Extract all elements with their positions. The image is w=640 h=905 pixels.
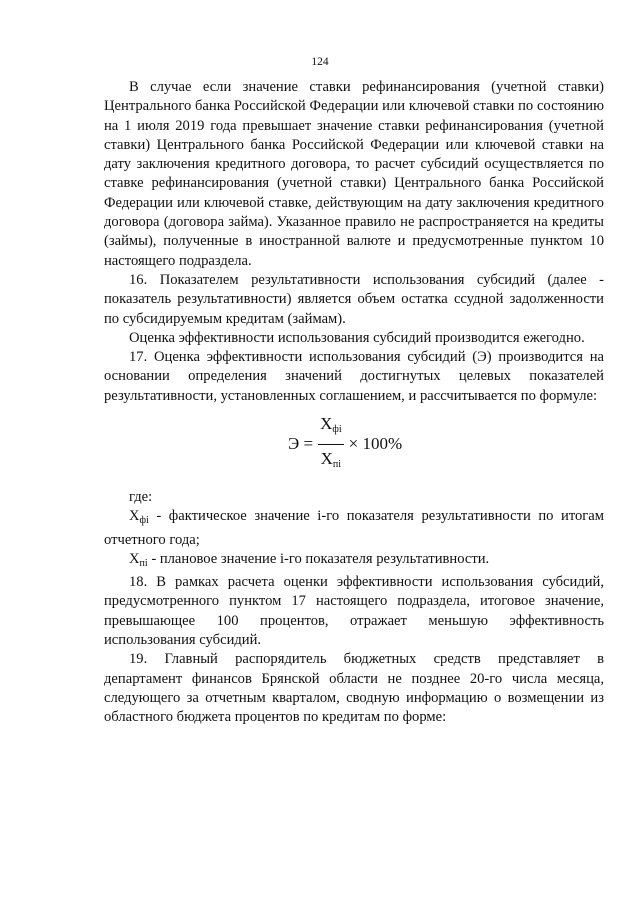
page-number: 124 [311, 56, 329, 68]
text-line: формуле: [539, 387, 598, 404]
text-line: 18. В рамках расчета оценки эффективности использования субсидий, [129, 574, 604, 591]
text-line: действующим на дату заключения кредитного договора (договора займа). [104, 194, 604, 231]
denominator-symbol: X [320, 448, 333, 468]
fact-text-cont: отчетного года; [104, 531, 200, 548]
item-16-paragraph [104, 271, 604, 329]
text-line: иностранной валюте и предусмотренные пунктом 10 настоящего подраздела. [104, 233, 604, 269]
text-line: превышающее 100 процентов, отражает меньшую эффективность [104, 612, 604, 629]
fraction-bar [318, 444, 344, 445]
denominator-subscript: пi [332, 458, 342, 470]
plan-subscript: пi [139, 557, 148, 569]
fact-subscript: фi [139, 515, 149, 527]
definition-plan [104, 550, 604, 573]
definition-fact [104, 507, 604, 550]
refinancing-rate-paragraph [104, 78, 604, 271]
text-line: показатель результативности) является объем остатка ссудной [104, 291, 504, 308]
text-line: основании определения значений достигнутых целевых показателей [104, 368, 604, 385]
where-label: где: [129, 489, 153, 505]
efficiency-formula [288, 412, 402, 476]
text-line: рефинансирования (учетной ставки) Центрального банка Российской [104, 117, 604, 153]
text-line: В случае если значение ставки рефинансирования (учетной ставки) [129, 79, 604, 95]
text-line: 16. Показателем результативности использования субсидий (далее - [129, 271, 604, 288]
formula-fraction [318, 413, 344, 476]
text-line: ставки) Центрального банка Российской Федерации или ключевой ставке, [104, 175, 604, 211]
text-line: задолженности по субсидируемым кредитам (займам). [104, 291, 604, 327]
formula-numerator [318, 413, 344, 441]
text-line: областного бюджета процентов по кредитам по форме: [104, 709, 447, 726]
text-line: использования субсидий. [104, 632, 262, 649]
text-line: предусмотренного пунктом 17 настоящего подраздела, итоговое значение, [104, 593, 604, 610]
text-line: Центрального банка Российской Федерации или ключевой ставки по [104, 98, 534, 115]
text-line: департамент финансов Брянской области не позднее 20-го числа месяца, [104, 670, 604, 687]
text-line: результативности, установленных соглашением, и рассчитывается по [104, 387, 536, 404]
numerator-subscript: фi [332, 423, 342, 435]
text-block-top [104, 78, 604, 406]
text-line: Указанное правило не распространяется на кредиты (займы), полученные в [104, 214, 604, 250]
text-line: следующего за отчетным кварталом, сводную информацию о возмещении из [104, 689, 604, 706]
text-line: состоянию на 1 июля 2019 года превышает значение ставки [104, 98, 605, 134]
assessment-annual-paragraph: Оценка эффективности использования субсидий производится ежегодно. [129, 329, 585, 346]
fact-symbol: X [129, 508, 140, 525]
item-17-paragraph [104, 348, 604, 406]
formula-multiplier: × 100% [348, 434, 403, 453]
plan-symbol: X [129, 550, 140, 567]
text-block-bottom [104, 488, 604, 728]
text-line: 19. Главный распорядитель бюджетных средств представляет в [129, 651, 604, 668]
item-19-paragraph [104, 650, 604, 727]
plan-text: - плановое значение i-го показателя результативности. [147, 550, 490, 567]
numerator-symbol: X [320, 413, 333, 433]
text-line: Федерации или ключевой ставки на дату заключения кредитного договора, то [104, 136, 604, 173]
formula-denominator [319, 448, 343, 476]
formula-lhs: Э = [288, 434, 314, 453]
text-line: расчет субсидий осуществляется по ставке рефинансирования (учетной [104, 156, 605, 192]
item-18-paragraph [104, 573, 604, 650]
text-line: 17. Оценка эффективности использования субсидий (Э) производится на [129, 349, 604, 366]
fact-text: - фактическое значение i-го показателя результативности по итогам [148, 508, 604, 525]
